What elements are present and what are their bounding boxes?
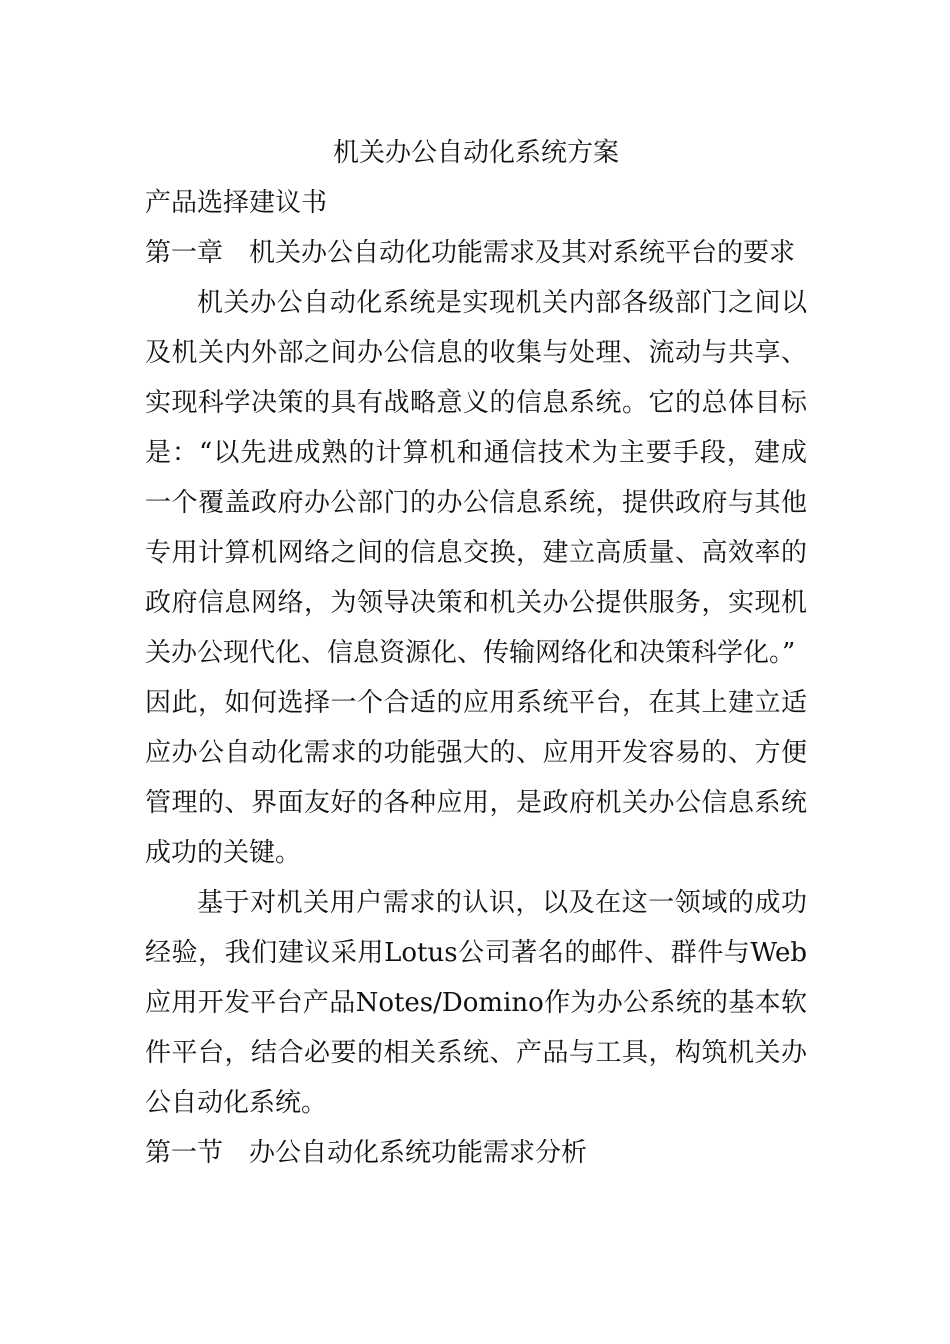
paragraph-recommendation: 基于对机关用户需求的认识，以及在这一领域的成功经验，我们建议采用Lotus公司著名的邮件、群件与Web应用开发平台产品Notes/Domino作为办公系统的基本软件平台，结合必要的相关系统、产品与工具，构筑机关办公自动化系统。 xyxy=(145,888,807,1118)
document-subtitle: 产品选择建议书 xyxy=(145,188,328,218)
section-heading: 第一节 办公自动化系统功能需求分析 xyxy=(145,1138,588,1168)
document-body xyxy=(145,128,807,1178)
paragraph-intro: 机关办公自动化系统是实现机关内部各级部门之间以及机关内外部之间办公信息的收集与处理、流动与共享、实现科学决策的具有战略意义的信息系统。它的总体目标是：“以先进成熟的计算机和通信技术为主要手段，建成一个覆盖政府办公部门的办公信息系统，提供政府与其他专用计算机网络之间的信息交换，建立高质量、高效率的政府信息网络，为领导决策和机关办公提供服务，实现机关办公现代化、信息资源化、传输网络化和决策科学化。” xyxy=(145,288,807,668)
chapter-heading: 第一章 机关办公自动化功能需求及其对系统平台的要求 xyxy=(145,238,796,268)
document-title: 机关办公自动化系统方案 xyxy=(332,138,619,168)
paragraph-platform-choice: 因此，如何选择一个合适的应用系统平台，在其上建立适应办公自动化需求的功能强大的、应用开发容易的、方便管理的、界面友好的各种应用，是政府机关办公信息系统成功的关键。 xyxy=(145,688,807,868)
